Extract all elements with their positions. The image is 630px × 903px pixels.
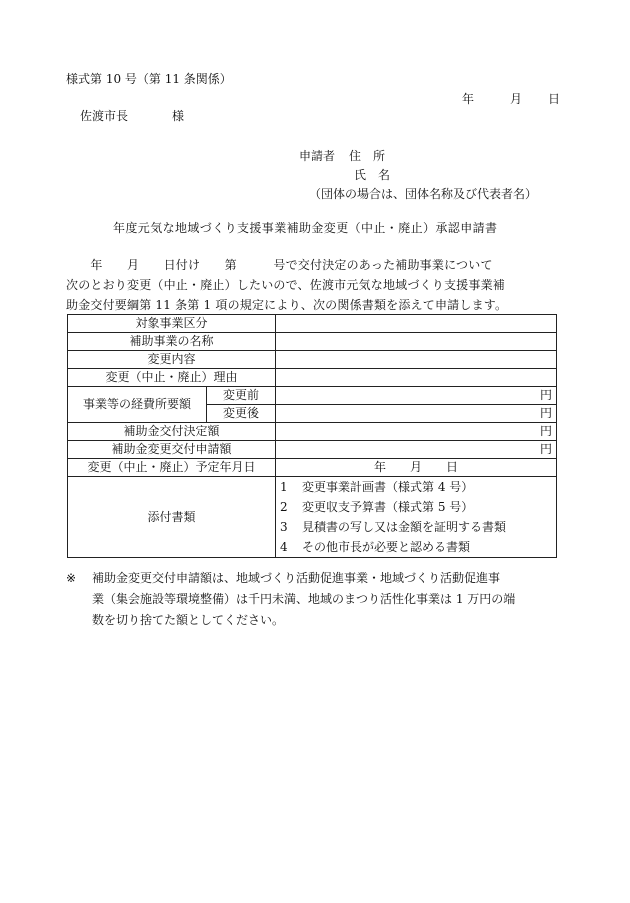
- change-reason-label: 変更（中止・廃止）理由: [68, 369, 276, 387]
- attachment-item: 2 変更収支予算書（様式第 5 号）: [280, 500, 474, 514]
- body-line-2: 次のとおり変更（中止・廃止）したいので、佐渡市元気な地域づくり支援事業補: [66, 278, 505, 292]
- note-line-2: 業（集会施設等環境整備）は千円未満、地域のまつり活性化事業は 1 万円の端: [92, 592, 516, 606]
- table-row: [68, 333, 557, 351]
- change-request-amount-label: 補助金変更交付申請額: [68, 441, 276, 459]
- project-name-value[interactable]: [276, 333, 557, 351]
- footnote: [66, 568, 562, 631]
- date-month: 月: [510, 92, 523, 106]
- body-text: [66, 255, 562, 315]
- note-mark: ※: [66, 571, 77, 585]
- table-row: [68, 315, 557, 333]
- target-category-value[interactable]: [276, 315, 557, 333]
- table-row: [68, 351, 557, 369]
- form-number: 様式第 10 号（第 11 条関係）: [66, 72, 232, 86]
- applicant-org-row: [299, 185, 537, 204]
- after-label: 変更後: [207, 405, 276, 423]
- scheduled-date-value[interactable]: 年 月 日: [276, 459, 557, 477]
- attachments-label: 添付書類: [68, 477, 276, 558]
- document-title: 年度元気な地域づくり支援事業補助金変更（中止・廃止）承認申請書: [113, 221, 498, 235]
- decision-amount-value[interactable]: 円: [276, 423, 557, 441]
- after-value[interactable]: 円: [276, 405, 557, 423]
- addressee-honorific: 様: [172, 109, 185, 123]
- addressee: [80, 107, 184, 124]
- table-row: [68, 477, 557, 558]
- attachment-item: 4 その他市長が必要と認める書類: [280, 540, 471, 554]
- change-details-label: 変更内容: [68, 351, 276, 369]
- note-line-1: 補助金変更交付申請額は、地域づくり活動促進事業・地域づくり活動促進事: [92, 571, 501, 585]
- table-row: [68, 369, 557, 387]
- project-name-label: 補助事業の名称: [68, 333, 276, 351]
- date-line: [462, 90, 560, 107]
- expense-label: 事業等の経費所要額: [68, 387, 207, 423]
- attachments-list: [276, 477, 557, 558]
- scheduled-date-label: 変更（中止・廃止）予定年月日: [68, 459, 276, 477]
- table-row: [68, 459, 557, 477]
- addressee-name: 佐渡市長: [80, 109, 129, 123]
- attachment-item: 1 変更事業計画書（様式第 4 号）: [280, 480, 474, 494]
- date-year: 年: [462, 92, 475, 106]
- table-row: [68, 441, 557, 459]
- name-label: 氏 名: [354, 168, 391, 182]
- org-note: （団体の場合は、団体名称及び代表者名）: [309, 187, 538, 201]
- change-details-value[interactable]: [276, 351, 557, 369]
- change-request-amount-value[interactable]: 円: [276, 441, 557, 459]
- applicant-label: 申請者: [299, 149, 336, 163]
- note-line-3: 数を切り捨てた額としてください。: [92, 613, 285, 627]
- attachment-item: 3 見積書の写し又は金額を証明する書類: [280, 520, 507, 534]
- body-line-3: 助金交付要綱第 11 条第 1 項の規定により、次の関係書類を添えて申請します。: [66, 298, 508, 312]
- target-category-label: 対象事業区分: [68, 315, 276, 333]
- table-row: [68, 387, 557, 405]
- before-label: 変更前: [207, 387, 276, 405]
- change-reason-value[interactable]: [276, 369, 557, 387]
- before-value[interactable]: 円: [276, 387, 557, 405]
- applicant-address-row: [299, 147, 537, 166]
- body-line-1: 年 月 日付け 第 号で交付決定のあった補助事業について: [66, 258, 493, 272]
- table-row: [68, 423, 557, 441]
- applicant-block: [299, 147, 537, 204]
- application-table: [67, 314, 557, 558]
- address-label: 住 所: [349, 149, 386, 163]
- applicant-name-row: [299, 166, 537, 185]
- date-day: 日: [548, 92, 561, 106]
- decision-amount-label: 補助金交付決定額: [68, 423, 276, 441]
